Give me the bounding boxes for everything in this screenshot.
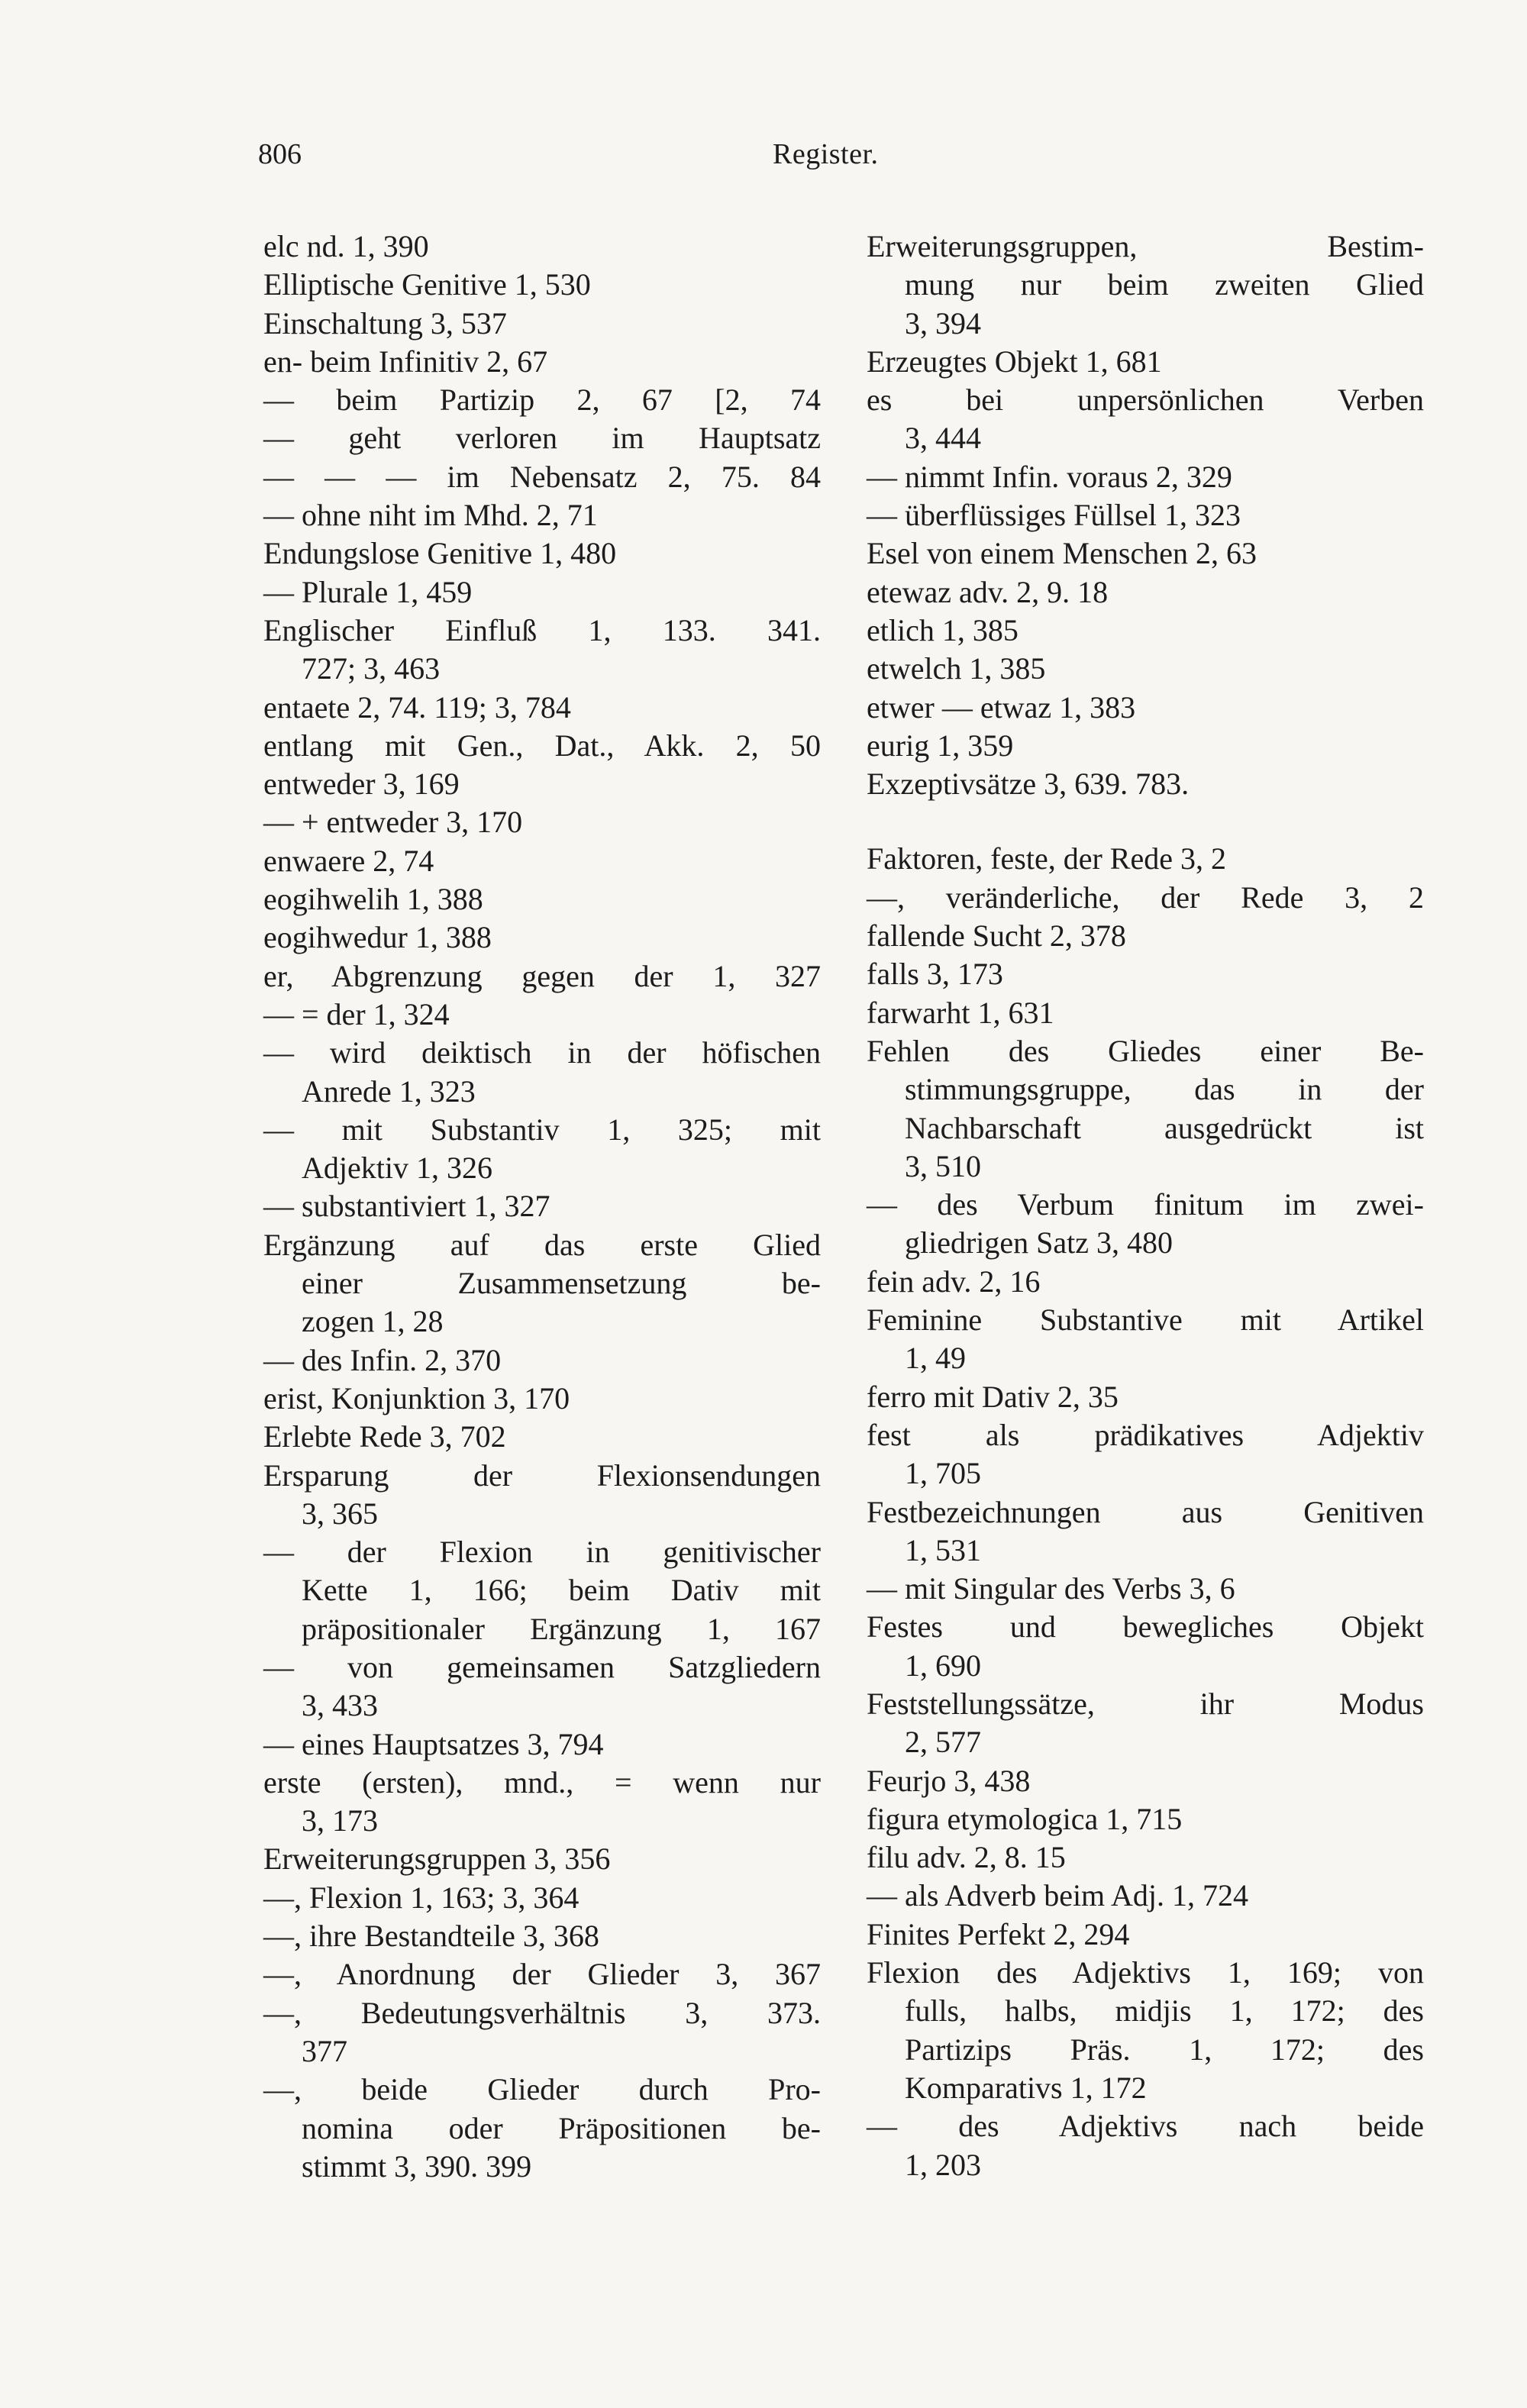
index-entry: —, veränderliche, der Rede 3, 2 — [867, 880, 1424, 915]
index-entry: etlich 1, 385 — [867, 612, 1019, 647]
index-entry: Erzeugtes Objekt 1, 681 — [867, 344, 1162, 379]
index-entry: — von gemeinsamen Satzgliedern — [263, 1649, 821, 1684]
index-entry: — ohne niht im Mhd. 2, 71 — [263, 498, 598, 533]
index-entry: etwer — etwaz 1, 383 — [867, 689, 1136, 725]
index-entry: er, Abgrenzung gegen der 1, 327 — [263, 958, 821, 993]
index-entry: fulls, halbs, midjis 1, 172; des — [905, 1993, 1424, 2029]
index-entry: Endungslose Genitive 1, 480 — [263, 536, 617, 571]
index-entry: — des Infin. 2, 370 — [263, 1342, 502, 1377]
index-entry: 1, 705 — [905, 1456, 981, 1491]
index-entry: eogihwedur 1, 388 — [263, 920, 492, 955]
index-entry: entweder 3, 169 — [263, 767, 460, 802]
index-entry: entlang mit Gen., Dat., Akk. 2, 50 — [263, 728, 821, 763]
index-entry: —, Flexion 1, 163; 3, 364 — [263, 1880, 579, 1915]
index-entry: zogen 1, 28 — [302, 1304, 444, 1339]
index-entry: —, Bedeutungsverhältnis 3, 373. — [263, 1995, 821, 2030]
index-entry: — Plurale 1, 459 — [263, 574, 473, 609]
index-entry: entaete 2, 74. 119; 3, 784 — [263, 689, 571, 725]
index-entry: — = der 1, 324 — [263, 996, 450, 1031]
index-entry: falls 3, 173 — [867, 957, 1003, 992]
index-entry: mung nur beim zweiten Glied — [905, 267, 1424, 302]
index-entry: fein adv. 2, 16 — [867, 1264, 1041, 1299]
index-entry: Erweiterungsgruppen 3, 356 — [263, 1842, 611, 1877]
index-entry: einer Zusammensetzung be- — [302, 1266, 821, 1301]
index-entry: 3, 510 — [905, 1148, 981, 1183]
index-entry: gliedrigen Satz 3, 480 — [905, 1225, 1173, 1260]
index-entry: nomina oder Präpositionen be- — [302, 2110, 821, 2145]
index-entry: figura etymologica 1, 715 — [867, 1801, 1183, 1836]
index-column-right — [867, 228, 1424, 2184]
index-entry: 3, 394 — [905, 305, 981, 341]
index-entry: eurig 1, 359 — [867, 728, 1014, 763]
index-entry: Komparativs 1, 172 — [905, 2070, 1147, 2105]
index-entry: — mit Substantiv 1, 325; mit — [263, 1112, 821, 1147]
index-entry: ferro mit Dativ 2, 35 — [867, 1379, 1119, 1414]
index-entry: —, beide Glieder durch Pro- — [263, 2072, 821, 2107]
index-entry: — als Adverb beim Adj. 1, 724 — [867, 1878, 1248, 1913]
index-entry: en- beim Infinitiv 2, 67 — [263, 344, 548, 379]
index-entry: Englischer Einfluß 1, 133. 341. — [263, 612, 821, 647]
index-entry: Elliptische Genitive 1, 530 — [263, 267, 591, 302]
running-header: Register. — [773, 138, 879, 170]
index-entry: — — — im Nebensatz 2, 75. 84 — [263, 459, 821, 494]
index-entry: — beim Partizip 2, 67 [2, 74 — [263, 383, 821, 418]
index-entry: Nachbarschaft ausgedrückt ist — [905, 1110, 1424, 1145]
index-entry: — wird deiktisch in der höfischen — [263, 1035, 821, 1070]
index-entry: Feminine Substantive mit Artikel — [867, 1302, 1424, 1338]
index-entry: 1, 49 — [905, 1341, 966, 1376]
index-entry: — der Flexion in genitivischer — [263, 1535, 821, 1570]
index-entry: Flexion des Adjektivs 1, 169; von — [867, 1955, 1424, 1990]
index-entry: 2, 577 — [905, 1725, 981, 1760]
index-entry: Exzeptivsätze 3, 639. 783. — [867, 767, 1190, 802]
index-entry: stimmt 3, 390. 399 — [302, 2148, 532, 2184]
index-entry: 3, 365 — [302, 1496, 378, 1531]
index-entry: Einschaltung 3, 537 — [263, 305, 507, 341]
index-entry: — nimmt Infin. voraus 2, 329 — [867, 459, 1232, 494]
index-entry: Ersparung der Flexionsendungen — [263, 1457, 821, 1493]
index-entry: etwelch 1, 385 — [867, 651, 1046, 686]
index-entry: — des Verbum finitum im zwei- — [867, 1187, 1424, 1222]
index-entry: 727; 3, 463 — [302, 651, 441, 686]
index-column-left — [263, 228, 821, 2186]
index-entry: Faktoren, feste, der Rede 3, 2 — [867, 841, 1226, 876]
index-entry: eogihwelih 1, 388 — [263, 882, 483, 917]
index-entry: präpositionaler Ergänzung 1, 167 — [302, 1611, 821, 1646]
index-entry: Anrede 1, 323 — [302, 1073, 476, 1109]
index-entry: Partizips Präs. 1, 172; des — [905, 2032, 1424, 2067]
index-entry: — eines Hauptsatzes 3, 794 — [263, 1726, 604, 1761]
index-entry: Festes und bewegliches Objekt — [867, 1609, 1424, 1645]
index-entry: Adjektiv 1, 326 — [302, 1151, 492, 1186]
index-entry: farwarht 1, 631 — [867, 995, 1054, 1030]
index-entry: Kette 1, 166; beim Dativ mit — [302, 1573, 821, 1608]
index-entry: —, Anordnung der Glieder 3, 367 — [263, 1957, 821, 1992]
index-entry: Feststellungssätze, ihr Modus — [867, 1686, 1424, 1721]
index-entry: Erlebte Rede 3, 702 — [263, 1419, 506, 1454]
index-entry: etewaz adv. 2, 9. 18 — [867, 574, 1109, 609]
index-entry: erste (ersten), mnd., = wenn nur — [263, 1764, 821, 1800]
index-entry: — geht verloren im Hauptsatz — [263, 421, 821, 456]
index-entry: — überflüssiges Füllsel 1, 323 — [867, 498, 1241, 533]
index-entry: enwaere 2, 74 — [263, 843, 434, 878]
index-entry: — substantiviert 1, 327 — [263, 1189, 550, 1224]
index-entry: fallende Sucht 2, 378 — [867, 918, 1126, 954]
index-entry: stimmungsgruppe, das in der — [905, 1072, 1424, 1107]
index-entry: Esel von einem Menschen 2, 63 — [867, 536, 1257, 571]
index-entry: 377 — [302, 2033, 347, 2068]
index-entry: 1, 690 — [905, 1648, 981, 1683]
index-entry: Festbezeichnungen aus Genitiven — [867, 1494, 1424, 1529]
index-entry: Ergänzung auf das erste Glied — [263, 1227, 821, 1262]
index-entry: filu adv. 2, 8. 15 — [867, 1840, 1066, 1875]
index-entry: 3, 444 — [905, 421, 981, 456]
index-entry: elc nd. 1, 390 — [263, 229, 429, 263]
index-entry: 1, 531 — [905, 1532, 981, 1567]
index-entry: 3, 173 — [302, 1803, 378, 1838]
index-entry: Feurjo 3, 438 — [867, 1763, 1031, 1798]
index-entry: —, ihre Bestandteile 3, 368 — [263, 1919, 599, 1954]
index-entry: — des Adjektivs nach beide — [867, 2109, 1424, 2144]
index-entry: Erweiterungsgruppen, Bestim- — [867, 229, 1424, 263]
index-entry: 1, 203 — [905, 2147, 981, 2182]
index-entry: fest als prädikatives Adjektiv — [867, 1417, 1424, 1452]
index-entry: — mit Singular des Verbs 3, 6 — [867, 1571, 1235, 1606]
index-entry: Finites Perfekt 2, 294 — [867, 1916, 1130, 1951]
index-entry: 3, 433 — [302, 1688, 378, 1723]
index-entry: erist, Konjunktion 3, 170 — [263, 1380, 570, 1415]
index-entry: — + entweder 3, 170 — [263, 805, 523, 840]
index-entry: Fehlen des Gliedes einer Be- — [867, 1033, 1424, 1068]
index-entry: es bei unpersönlichen Verben — [867, 383, 1424, 418]
page-number: 806 — [258, 138, 302, 170]
